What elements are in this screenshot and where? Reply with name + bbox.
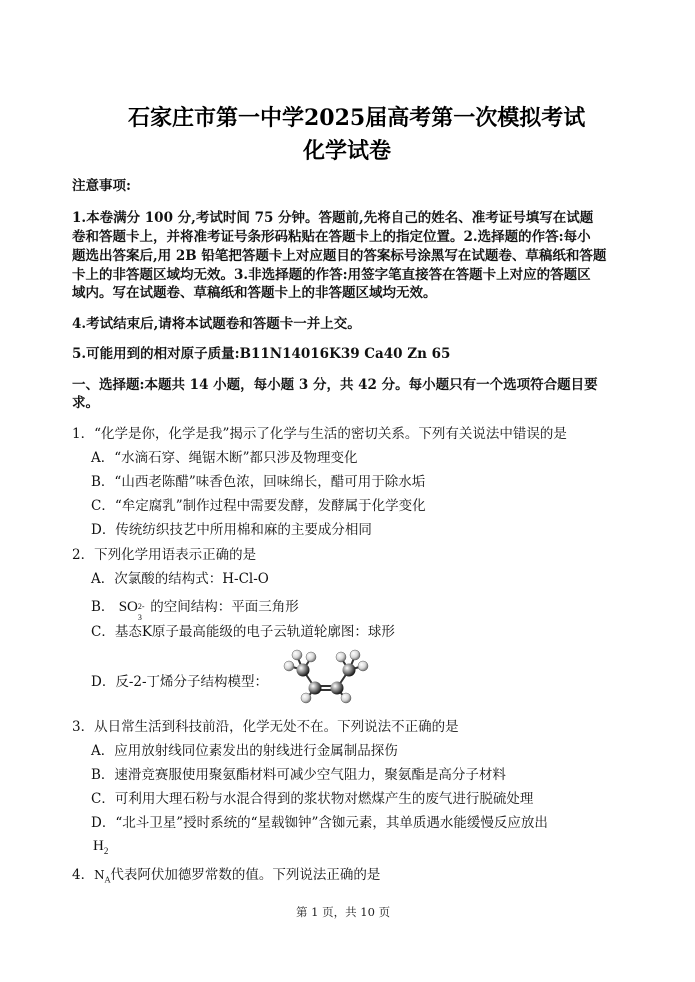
bonds (289, 656, 363, 698)
q1-option-a: A．“水滴石穿、绳锯木断”都只涉及物理变化 (91, 450, 358, 466)
notice-item1-line4: 卡上的非答题区域均无效。3.非选择题的作答:用签字笔直接答在答题卡上对应的答题区 (72, 267, 591, 283)
q1-option-c: C．“牟定腐乳”制作过程中需要发酵，发酵属于化学变化 (91, 498, 426, 514)
notice-item1-line5: 域内。写在试题卷、草稿纸和答题卡上的非答题区域均无效。 (72, 285, 437, 301)
avogadro-n: N (94, 868, 105, 882)
q3-option-c: C．可利用大理石粉与水混合得到的浆状物对燃煤产生的废气进行脱硫处理 (91, 791, 534, 807)
sulfite-subscript: 3 (137, 613, 142, 622)
hydrogen-atoms (284, 650, 368, 703)
trans-2-butene-model (275, 648, 375, 704)
q2-option-b-text: 的空间结构：平面三角形 (150, 599, 299, 615)
q4-stem-text: 代表阿伏加德罗常数的值。下列说法正确的是 (110, 867, 381, 883)
page-title-line1: 石家庄市第一中学2025届高考第一次模拟考试 (128, 105, 586, 131)
avogadro-sub: A (104, 875, 111, 885)
page-footer: 第 1 页，共 10 页 (296, 905, 391, 919)
h2-symbol: H (93, 838, 104, 854)
q2-option-a: A．次氯酸的结构式：H-Cl-O (91, 571, 269, 587)
page-title-line2: 化学试卷 (303, 138, 392, 164)
q3-option-d: D．“北斗卫星”授时系统的“星载铷钟”含铷元素，其单质遇水能缓慢反应放出 (91, 815, 548, 831)
q2-option-d: D．反-2-丁烯分子结构模型： (91, 674, 269, 690)
q1-option-d: D．传统纺织技艺中所用棉和麻的主要成分相同 (91, 522, 372, 538)
q1-option-b: B．“山西老陈醋”味香色浓，回味绵长，醋可用于除水垢 (91, 474, 426, 490)
q4-stem (72, 863, 380, 884)
q2-option-b-label: B． (91, 599, 115, 615)
q3-stem: 3．从日常生活到科技前沿，化学无处不在。下列说法不正确的是 (72, 719, 459, 735)
h2-subscript: 2 (103, 846, 109, 856)
sulfite-symbol: SO (118, 599, 138, 615)
notice-item4: 4.考试结束后,请将本试题卷和答题卡一并上交。 (72, 316, 361, 332)
sulfite-formula (118, 599, 146, 622)
notice-item5: 5.可能用到的相对原子质量:B11N14016K39 Ca40 Zn 65 (72, 346, 451, 362)
q2-option-b (91, 595, 299, 622)
q3-option-d-h2 (93, 838, 108, 856)
q2-option-c: C．基态K原子最高能级的电子云轨道轮廓图：球形 (91, 624, 395, 640)
q3-option-b: B．速滑竞赛服使用聚氨酯材料可减少空气阻力，聚氨酯是高分子材料 (91, 767, 506, 783)
q1-stem: 1．“化学是你，化学是我”揭示了化学与生活的密切关系。下列有关说法中错误的是 (72, 426, 567, 442)
section1-heading-line1: 一、选择题:本题共 14 小题，每小题 3 分，共 42 分。每小题只有一个选项符合题目要 (72, 377, 598, 393)
q2-stem: 2．下列化学用语表示正确的是 (72, 547, 257, 563)
q3-option-a: A．应用放射线同位素发出的射线进行金属制品探伤 (91, 743, 398, 759)
q4-number: 4． (72, 867, 95, 883)
avogadro-symbol (94, 868, 111, 885)
notice-item1-line3: 题选出答案后,用 2B 铅笔把答题卡上对应题目的答案标号涂黑写在试题卷、草稿纸和答题 (72, 248, 607, 264)
sulfite-charge: 2- (137, 602, 145, 611)
notice-item1-line1: 1.本卷满分 100 分,考试时间 75 分钟。答题前,先将自己的姓名、准考证号填写在试题 (72, 210, 594, 226)
notice-item1-line2: 卷和答题卡上，并将准考证号条形码粘贴在答题卡上的指定位置。2.选择题的作答:每小 (72, 229, 591, 245)
notice-heading: 注意事项: (72, 178, 131, 194)
section1-heading-line2: 求。 (72, 395, 99, 411)
